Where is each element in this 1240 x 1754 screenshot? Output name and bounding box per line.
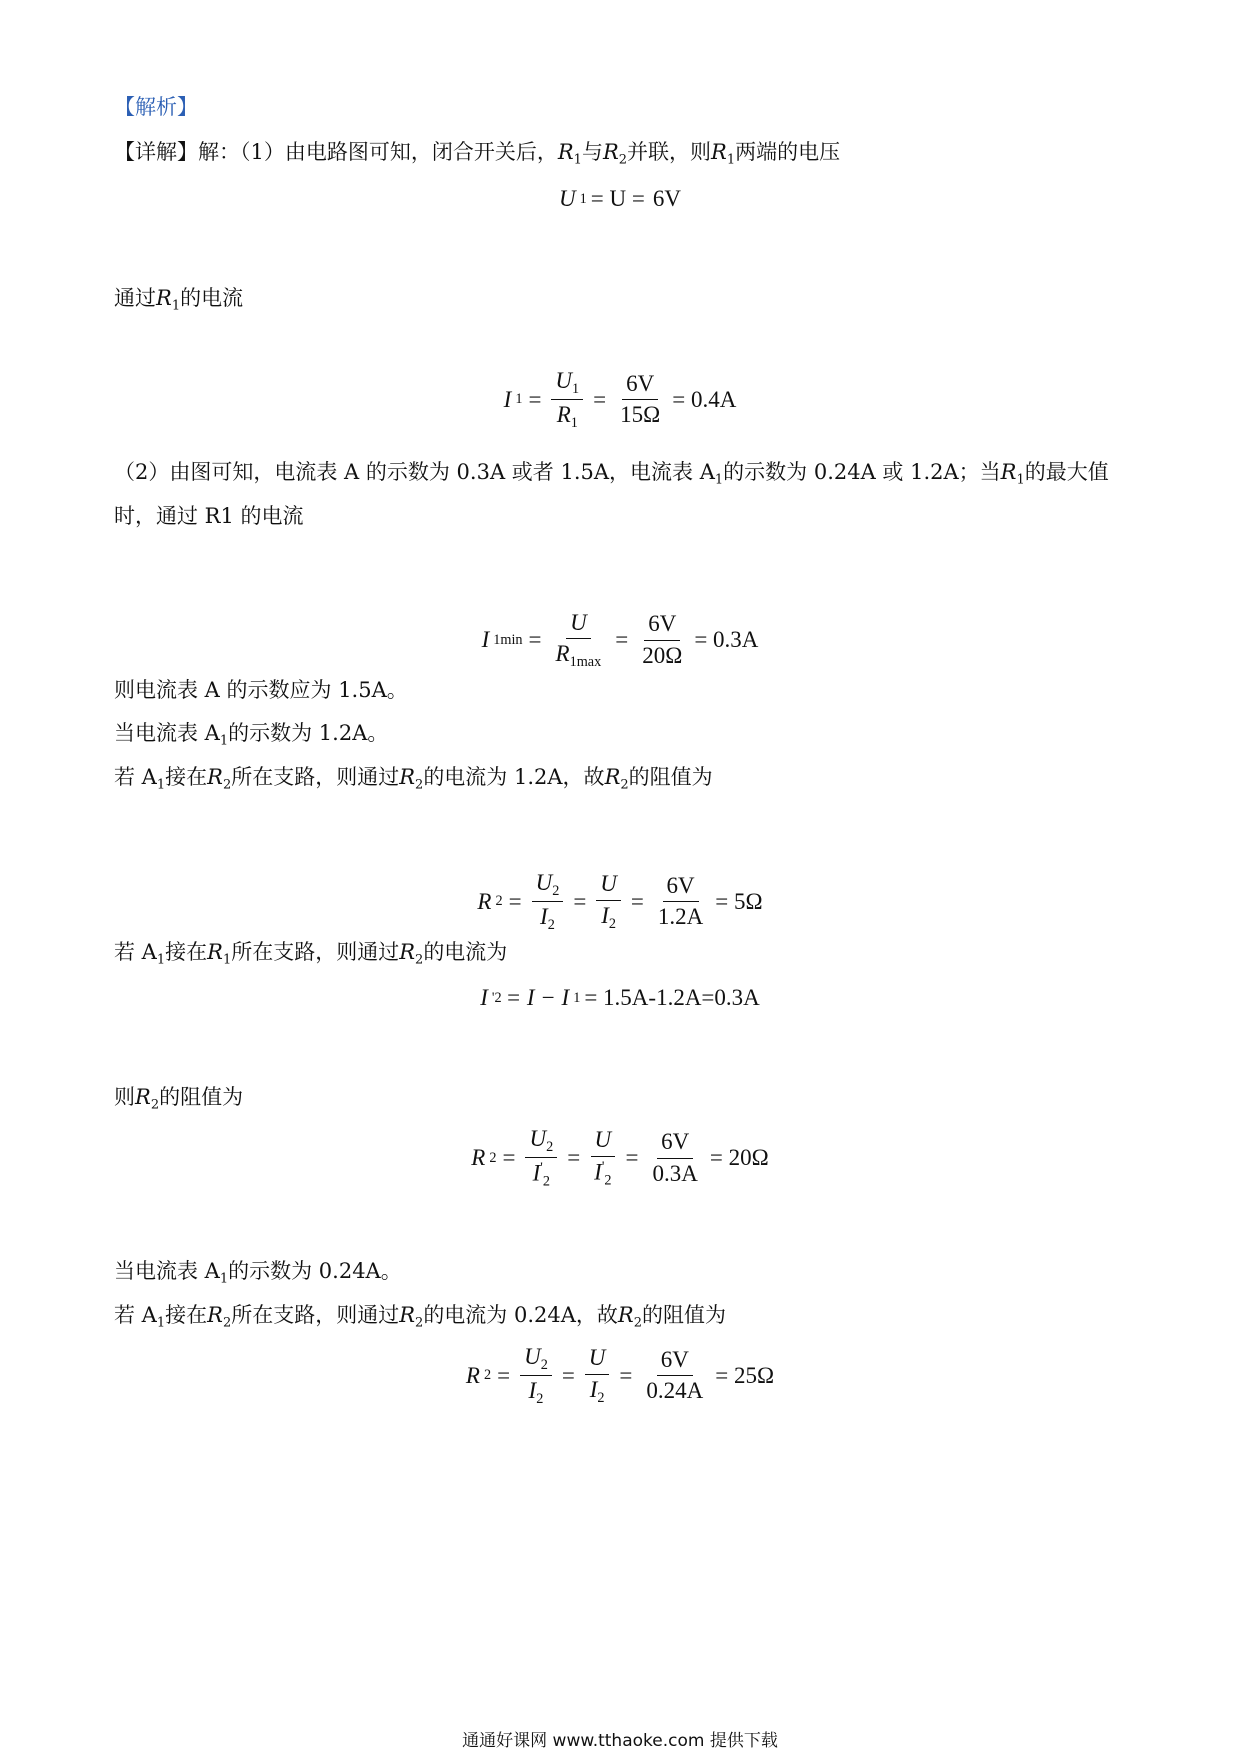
text: 当电流表 A [114, 721, 220, 745]
sub: 1 [570, 415, 578, 432]
num: U [596, 871, 621, 900]
sub: 2 [489, 1149, 497, 1166]
sub: 2 [415, 777, 424, 793]
var-r: R [207, 940, 223, 964]
sub: 1 [222, 952, 232, 968]
den: 1.2A [657, 904, 704, 930]
sub: 2 [604, 1172, 612, 1189]
detail-paragraph-3 [114, 459, 1109, 489]
eq-term: = 5Ω [715, 888, 763, 914]
eq-term: = 20Ω [709, 1145, 769, 1171]
sub: 1max [569, 654, 602, 671]
sub: 2 [222, 1315, 232, 1331]
eq-term: = 0.4A [672, 386, 737, 412]
sub: 2 [222, 777, 232, 793]
text: 【详解】解：（1）由电路图可知，闭合开关后， [114, 140, 558, 164]
detail-paragraph-4: 时，通过 R1 的电流 [114, 504, 304, 528]
equals: = [502, 1145, 516, 1171]
fraction [585, 1345, 610, 1406]
var-r: R [207, 1303, 223, 1327]
sub: 2 [150, 1097, 160, 1113]
equation-2 [0, 368, 1240, 432]
eq-term: = U = [590, 186, 645, 211]
equals: = [615, 627, 629, 653]
sub: 1 [219, 733, 229, 749]
eq-term: R [477, 888, 492, 914]
sub: 2 [547, 917, 555, 934]
text: 若 A [114, 765, 157, 789]
eq-term: I [480, 985, 488, 1010]
eq-term: R [465, 1362, 480, 1388]
var-r: R [1000, 460, 1017, 484]
section-heading: 【解析】 [114, 95, 198, 119]
equals: = [630, 888, 644, 914]
detail-paragraph-11 [114, 1302, 726, 1332]
num: U [585, 1345, 610, 1374]
equals: = [561, 1362, 575, 1388]
sub: 1min [493, 631, 523, 648]
text: 接在 [165, 1303, 208, 1327]
detail-paragraph-9 [114, 1084, 243, 1114]
den: I [532, 1160, 541, 1186]
equals: = [593, 386, 607, 412]
text: 的阻值为 [642, 1303, 727, 1327]
sub: 1 [156, 952, 166, 968]
sup: ' [491, 989, 495, 1006]
fraction [638, 611, 686, 669]
num: 6V [657, 1129, 693, 1158]
var-r: R [604, 765, 621, 789]
sub: 1 [219, 1271, 229, 1287]
fraction [642, 1347, 707, 1405]
text: 的阻值为 [159, 1085, 244, 1109]
equals: = [497, 1362, 511, 1388]
num: U [591, 1127, 616, 1156]
sub: 2 [494, 989, 502, 1006]
sub: 1 [714, 472, 724, 488]
text: 两端的电压 [735, 140, 841, 164]
fraction [552, 610, 606, 671]
equals: = [573, 888, 587, 914]
text: 若 A [114, 1303, 157, 1327]
sub: 2 [415, 952, 424, 968]
sub: 2 [546, 1138, 554, 1155]
text: 所在支路，则通过 [231, 940, 400, 964]
text: 通过 [114, 286, 156, 310]
sub: 1 [726, 152, 736, 168]
text: 则 [114, 1085, 135, 1109]
detail-paragraph-2 [114, 285, 243, 315]
var-r: R [156, 286, 172, 310]
equals: = [625, 1145, 639, 1171]
var-r: R [135, 1085, 151, 1109]
text: （2）由图可知，电流表 A 的示数为 0.3A 或者 1.5A，电流表 A [114, 460, 715, 484]
sub: 1 [156, 1315, 166, 1331]
detail-paragraph-7 [114, 764, 713, 794]
equals: = [528, 386, 542, 412]
text: 的电流为 1.2A，故 [423, 765, 605, 789]
num: 6V [622, 371, 658, 400]
num: 6V [657, 1347, 693, 1376]
page-footer: 通通好课网 www.tthaoke.com 提供下载 [462, 1731, 778, 1751]
sub: 2 [620, 777, 629, 793]
text: 接在 [165, 940, 208, 964]
num: 6V [644, 611, 680, 640]
text: 接在 [165, 765, 208, 789]
text: 的电流为 0.24A，故 [423, 1303, 618, 1327]
eq-term: I [503, 386, 512, 412]
equals: = [528, 627, 542, 653]
equals: = [619, 1362, 633, 1388]
text: 当电流表 A [114, 1259, 220, 1283]
den: 0.24A [646, 1378, 704, 1404]
sub: 2 [552, 882, 560, 899]
sub: 2 [495, 893, 503, 910]
equation-1 [0, 186, 1240, 212]
detail-paragraph-1 [114, 139, 840, 169]
den: 15Ω [620, 402, 661, 428]
sub: 2 [483, 1367, 492, 1384]
sub: 2 [618, 152, 628, 168]
sub: 1 [573, 152, 582, 168]
sup: ' [540, 1160, 543, 1177]
var-r: R [602, 140, 619, 164]
text: 的电流为 [423, 940, 508, 964]
num: U [529, 1126, 547, 1151]
sub: 2 [542, 1173, 550, 1190]
fraction [590, 1127, 615, 1188]
var-r: R [399, 765, 416, 789]
detail-paragraph-6 [114, 720, 388, 750]
var-r: R [399, 940, 416, 964]
text: 与 [581, 140, 603, 164]
text: 若 A [114, 940, 157, 964]
text: 的示数为 0.24A。 [228, 1259, 402, 1283]
detail-paragraph-10 [114, 1258, 402, 1288]
equation-7 [0, 1344, 1240, 1408]
detail-paragraph-8 [114, 939, 507, 969]
num: 6V [663, 873, 699, 902]
den: I [528, 1378, 537, 1404]
eq-term: = 0.3A [694, 627, 759, 653]
fraction [525, 1126, 557, 1190]
equation-6 [0, 1126, 1240, 1190]
sub: 2 [415, 1315, 424, 1331]
text: 的示数为 1.2A。 [228, 721, 389, 745]
fraction [649, 1129, 702, 1187]
den: I [540, 904, 548, 930]
equation-5 [0, 985, 1240, 1011]
var-r: R [617, 1303, 634, 1327]
text: 的示数为 0.24A 或 1.2A；当 [723, 460, 1001, 484]
den: R [555, 641, 570, 667]
var-r: R [711, 140, 727, 164]
text: 的阻值为 [628, 765, 713, 789]
sub: 2 [608, 915, 616, 932]
equation-4 [0, 870, 1240, 934]
text: 并联，则 [627, 140, 712, 164]
sub: 2 [633, 1315, 643, 1331]
eq-term: 6V [652, 186, 681, 211]
sub: 1 [572, 380, 580, 397]
sub: 2 [597, 1389, 605, 1406]
fraction [596, 871, 621, 932]
num: U [524, 1344, 541, 1369]
den: R [556, 402, 571, 428]
eq-term: = 1.5A-1.2A=0.3A [584, 985, 760, 1010]
text: 所在支路，则通过 [231, 1303, 400, 1327]
den: I [594, 1159, 602, 1185]
var-r: R [557, 140, 574, 164]
sub: 1 [573, 989, 581, 1006]
den: 20Ω [642, 642, 683, 668]
den: I [589, 1376, 598, 1402]
equation-3 [0, 610, 1240, 671]
num: U [555, 368, 573, 393]
text: 的电流 [180, 286, 244, 310]
eq-term: R [471, 1145, 486, 1171]
sub: 1 [1016, 472, 1025, 488]
detail-paragraph-5: 则电流表 A 的示数应为 1.5A。 [114, 678, 408, 702]
sub: 2 [536, 1391, 544, 1408]
text: 的最大值 [1024, 460, 1109, 484]
var-r: R [399, 1303, 416, 1327]
eq-term: = I − I [505, 985, 570, 1010]
sub: 1 [156, 777, 166, 793]
eq-term: U [559, 186, 576, 211]
fraction [654, 873, 707, 931]
fraction [520, 1344, 552, 1408]
equals: = [567, 1145, 581, 1171]
fraction [532, 870, 564, 934]
sub: 1 [171, 298, 181, 314]
text: 所在支路，则通过 [231, 765, 400, 789]
eq-term: I [481, 627, 490, 653]
den: I [601, 902, 609, 928]
sub: 2 [540, 1356, 548, 1373]
num: U [535, 870, 553, 895]
fraction [551, 368, 583, 432]
sub: 1 [515, 391, 523, 408]
num: U [566, 610, 591, 639]
sub: 1 [579, 190, 587, 207]
sup: ' [601, 1158, 605, 1175]
var-r: R [207, 765, 223, 789]
fraction [616, 371, 664, 429]
den: 0.3A [652, 1160, 698, 1186]
eq-term: = 25Ω [715, 1362, 775, 1388]
equals: = [508, 888, 522, 914]
